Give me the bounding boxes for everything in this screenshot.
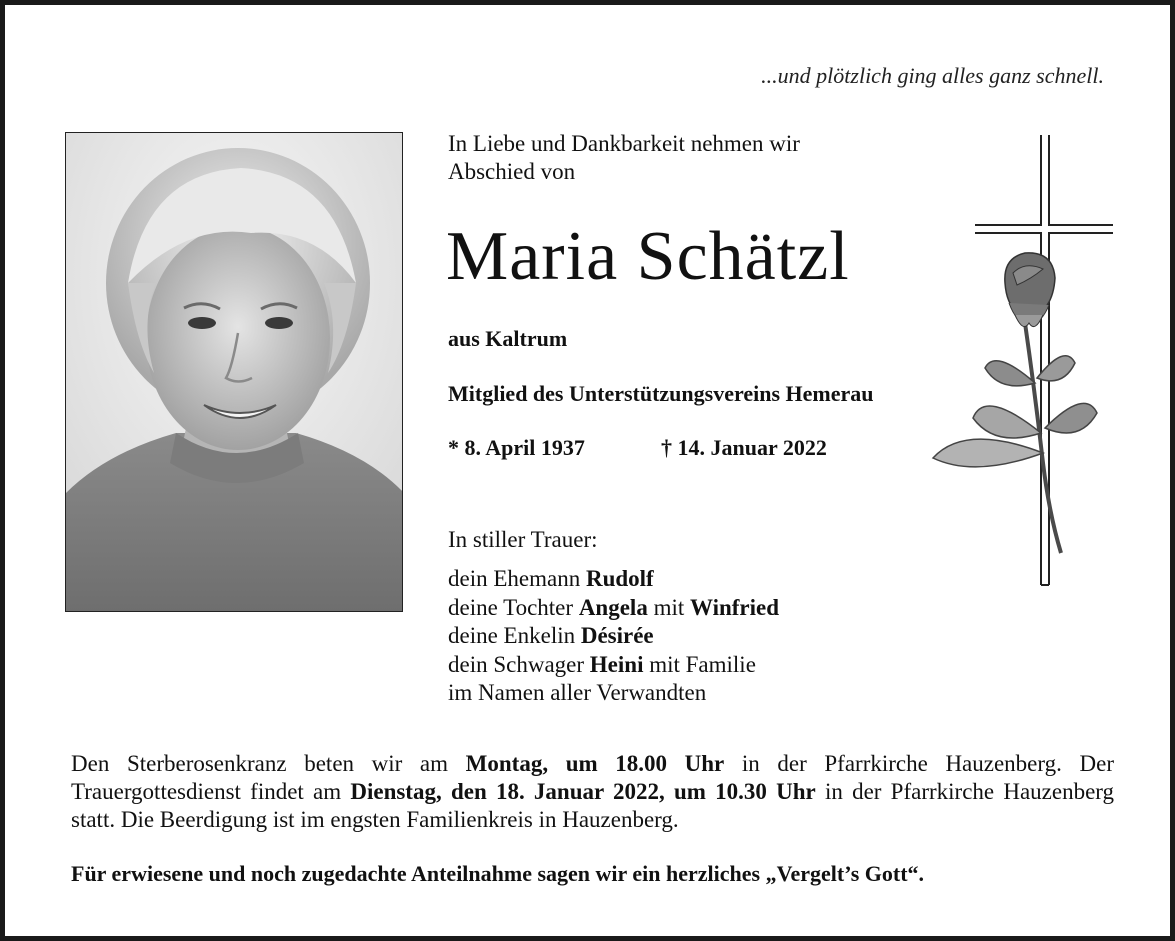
birth-date: * 8. April 1937 [448, 435, 585, 460]
intro-text [448, 130, 800, 186]
service-funeral-time: Dienstag, den 18. Januar 2022, um 10.30 Uhr [350, 779, 816, 804]
deceased-origin: aus Kaltrum [448, 326, 568, 351]
intro-line-2: Abschied von [448, 159, 576, 184]
relative-prefix: deine Enkelin [448, 623, 581, 648]
relative-connector: mit Familie [643, 651, 756, 677]
deceased-membership: Mitglied des Unterstützungsvereins Hemerau [448, 381, 874, 406]
portrait-photo [65, 132, 403, 612]
relative-name: Winfried [689, 594, 780, 620]
relative-prefix: dein Ehemann [448, 566, 586, 591]
relative-prefix: deine Tochter [448, 594, 579, 620]
death-date: † 14. Januar 2022 [661, 435, 827, 460]
relative-prefix: im Namen aller Verwandten [448, 680, 707, 705]
service-announcement [71, 750, 1114, 834]
relative-connector: mit [647, 594, 690, 620]
relative-prefix: dein Schwager [448, 651, 590, 677]
relative-line [448, 622, 779, 651]
cross-with-rose-icon [925, 133, 1115, 588]
relative-line [448, 651, 779, 680]
intro-line-1: In Liebe und Dankbarkeit nehmen wir [448, 131, 800, 156]
relative-line [448, 594, 779, 623]
relative-name: Désirée [580, 623, 654, 648]
thanks-line: Für erwiesene und noch zugedachte Anteilnahme sagen wir ein herzliches „Vergelt’s Gott“. [71, 861, 925, 886]
cross-with-rose-illustration [925, 133, 1115, 588]
relative-line [448, 565, 779, 594]
deceased-name: Maria Schätzl [446, 218, 850, 295]
relative-line [448, 679, 779, 708]
service-text-2: in der Pfarrkirche Hauzenberg. Der Trauergottesdienst findet am [71, 751, 1114, 804]
motto: ...und plötzlich ging alles ganz schnell. [761, 63, 1104, 88]
mourning-heading: In stiller Trauer: [448, 527, 598, 552]
service-rosary-time: Montag, um 18.00 Uhr [465, 751, 725, 776]
relative-name: Angela [578, 594, 648, 620]
service-text-3: in der Pfarrkirche Hauzenberg statt. Die Beerdigung ist im engsten Familienkreis in Hauzenberg. [71, 779, 1115, 832]
service-text-1: Den Sterberosenkranz beten wir am [71, 751, 466, 776]
relative-name: Rudolf [585, 566, 654, 591]
relatives-list [448, 565, 779, 708]
portrait-photo-graphic [66, 133, 403, 612]
relative-name: Heini [589, 651, 644, 677]
